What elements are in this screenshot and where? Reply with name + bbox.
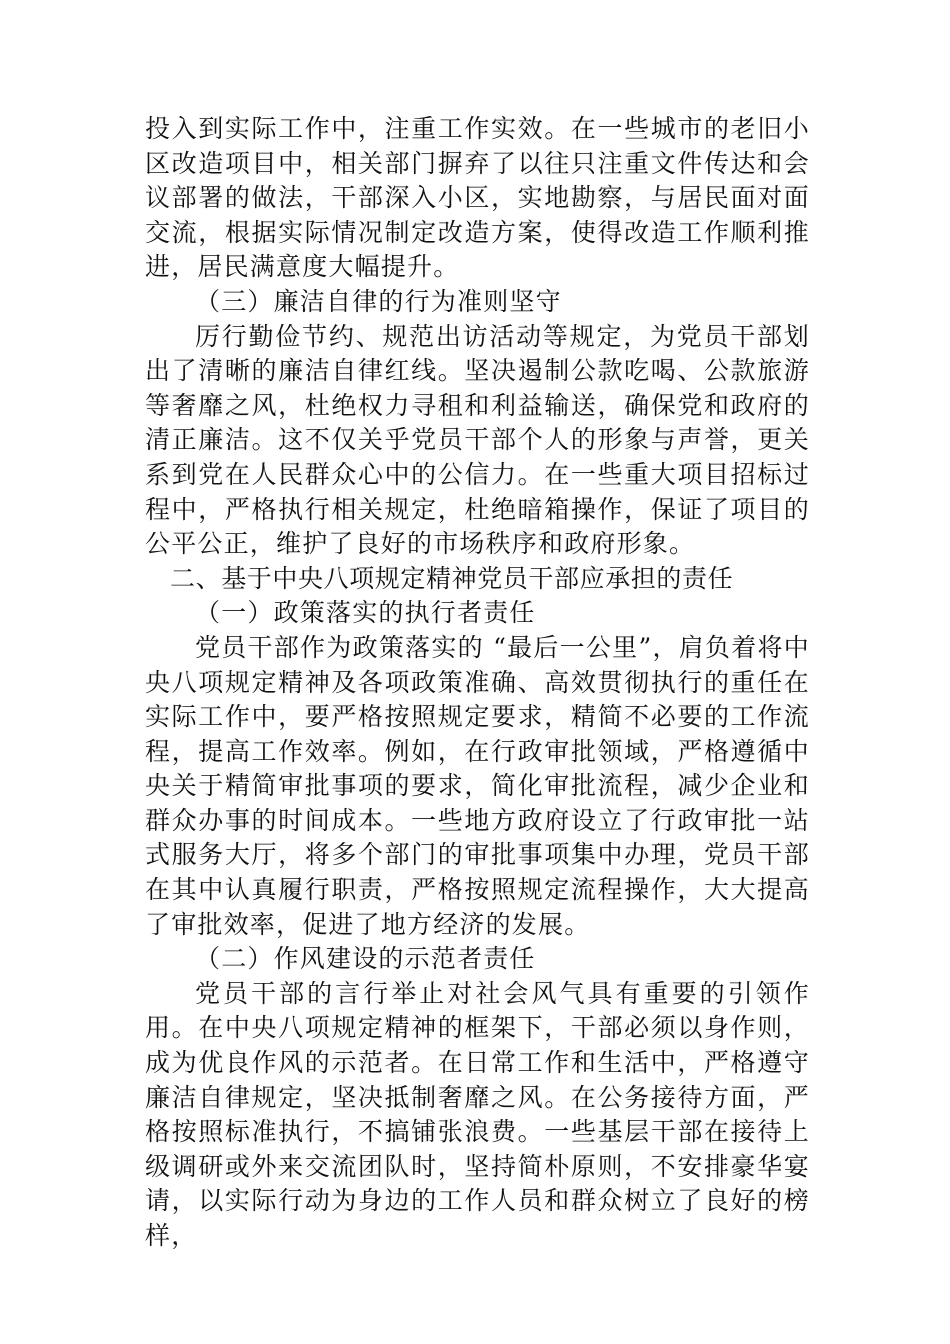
body-paragraph: 厉行勤俭节约、规范出访活动等规定，为党员干部划出了清晰的廉洁自律红线。坚决遏制公款吃喝、公款旅游等奢靡之风，杜绝权力寻租和利益输送，确保党和政府的清正廉洁。这不仅关乎党员干部个人的形象与声誉，更关系到党在人民群众心中的公信力。在一些重大项目招标过程中，严格执行相关规定，杜绝暗箱操作，保证了项目的公平公正，维护了良好的市场秩序和政府形象。	[145, 321, 810, 559]
section-subheading: （三）廉洁自律的行为准则坚守	[195, 286, 562, 316]
section-subheading: （二）作风建设的示范者责任	[195, 944, 536, 974]
body-paragraph: 党员干部作为政策落实的 “最后一公里”，肩负着将中央八项规定精神及各项政策准确、高效贯彻执行的重任在实际工作中，要严格按照规定要求，精简不必要的工作流程，提高工作效率。例如，在行政审批领域，严格遵循中央关于精简审批事项的要求，简化审批流程，减少企业和群众办事的时间成本。一些地方政府设立了行政审批一站式服务大厅，将多个部门的审批事项集中办理，党员干部在其中认真履行职责，严格按照规定流程操作，大大提高了审批效率，促进了地方经济的发展。	[145, 632, 810, 939]
section-heading: 二、基于中央八项规定精神党员干部应承担的责任	[170, 563, 734, 593]
body-paragraph: 党员干部的言行举止对社会风气具有重要的引领作用。在中央八项规定精神的框架下，干部必须以身作则，成为优良作风的示范者。在日常工作和生活中，严格遵守廉洁自律规定，坚决抵制奢靡之风。在公务接待方面，严格按照标准执行，不搞铺张浪费。一些基层干部在接待上级调研或外来交流团队时，坚持简朴原则，不安排豪华宴请，以实际行动为身边的工作人员和群众树立了良好的榜样，	[145, 978, 810, 1250]
section-subheading: （一）政策落实的执行者责任	[195, 598, 536, 628]
document-body	[145, 112, 810, 1254]
paragraph-continued: 投入到实际工作中，注重工作实效。在一些城市的老旧小区改造项目中，相关部门摒弃了以往只注重文件传达和会议部署的做法，干部深入小区，实地勘察，与居民面对面交流，根据实际情况制定改造方案，使得改造工作顺利推进，居民满意度大幅提升。	[145, 114, 810, 282]
